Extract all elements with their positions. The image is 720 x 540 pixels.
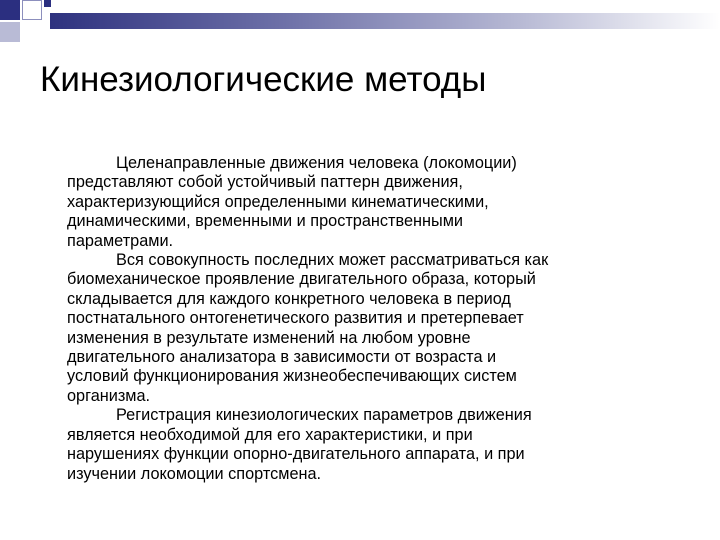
paragraph <box>67 251 667 406</box>
text-line: изменения в результате изменений на любом уровне <box>67 328 471 347</box>
text-line: постнатального онтогенетического развития и претерпевает <box>67 309 524 328</box>
text-line: изучении локомоции спортсмена. <box>67 464 322 483</box>
decor-square-dark <box>44 0 51 7</box>
text-line: характеризующийся определенными кинематическими, <box>67 192 489 211</box>
text-line: условий функционирования жизнеобеспечивающих систем <box>67 367 517 386</box>
text-line: Регистрация кинезиологических параметров движения <box>116 406 532 425</box>
slide-body <box>67 154 667 484</box>
text-line: Вся совокупность последних может рассматриваться как <box>116 251 549 270</box>
decor-square-outline <box>22 0 42 20</box>
text-line: биомеханическое проявление двигательного образа, который <box>67 270 536 289</box>
decor-square-light <box>0 22 20 42</box>
text-line: является необходимой для его характеристики, и при <box>67 425 473 444</box>
text-line: Целенаправленные движения человека (локомоции) <box>116 154 517 172</box>
text-line: динамическими, временными и пространственными <box>67 212 463 231</box>
text-line: нарушениях функции опорно-двигательного аппарата, и при <box>67 445 525 464</box>
text-line: складывается для каждого конкретного человека в период <box>67 289 511 308</box>
header-gradient-bar <box>50 13 720 29</box>
paragraph <box>67 154 667 251</box>
text-line: параметрами. <box>67 231 174 250</box>
slide-title: Кинезиологические методы <box>40 60 487 99</box>
text-line: представляют собой устойчивый паттерн движения, <box>67 173 463 192</box>
text-line: двигательного анализатора в зависимости от возраста и <box>67 348 497 367</box>
text-line: организма. <box>67 386 151 405</box>
paragraph <box>67 406 667 484</box>
decor-square-dark <box>0 0 20 20</box>
